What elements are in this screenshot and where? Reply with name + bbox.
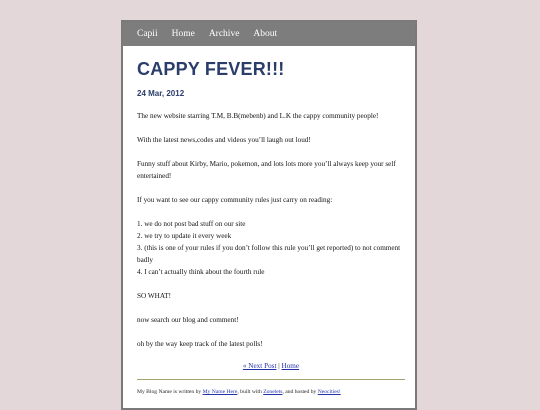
zonelets-link[interactable]: Zonelets [263, 389, 283, 395]
footer-prefix-text: My Blog Name is written by [137, 389, 202, 395]
rule-item: 4. I can’t actually think about the fourth rule [137, 268, 265, 276]
page-frame [121, 20, 417, 410]
post-content [137, 58, 405, 395]
post-date: 24 Mar, 2012 [137, 89, 185, 98]
post-paragraph: Funny stuff about Kirby, Mario, pokemon, and lots lots more you’ll always keep your self entertained! [137, 160, 396, 180]
nav-link-about[interactable]: About [253, 29, 278, 39]
neocities-link[interactable]: Neocities! [317, 389, 341, 395]
author-link[interactable]: My Name Here [202, 389, 238, 395]
top-navbar [123, 22, 415, 46]
post-paragraph: If you want to see our cappy community rules just carry on reading: [137, 196, 333, 204]
home-link[interactable]: Home [281, 362, 300, 370]
rule-item: 2. we try to update it every week [137, 232, 232, 240]
post-paragraph: SO WHAT! [137, 292, 172, 300]
post-paragraph: The new website starring T.M, B.B(mebenb) and L.K the cappy community people! [137, 112, 379, 120]
footer-middle-text: , built with [237, 389, 262, 395]
footer [137, 389, 405, 395]
post-paragraph: With the latest news,codes and videos you’ll laugh out loud! [137, 136, 311, 144]
post-paragraph: oh by the way keep track of the latest polls! [137, 340, 263, 348]
rule-item: 1. we do not post bad stuff on our site [137, 220, 246, 228]
rules-list [137, 218, 405, 278]
post-paragraph: now search our blog and comment! [137, 316, 239, 324]
footer-suffix-text: , and hosted by [282, 389, 317, 395]
nav-link-capii[interactable]: Capii [137, 29, 158, 39]
nav-link-archive[interactable]: Archive [208, 29, 240, 39]
next-post-link[interactable]: « Next Post [242, 362, 277, 370]
post-navigation [137, 362, 405, 370]
rule-item: 3. (this is one of your rules if you don’t follow this rule you’ll get reported) to not comment badly [137, 244, 401, 264]
nav-link-home[interactable]: Home [171, 29, 195, 39]
post-title: CAPPY FEVER!!! [137, 59, 285, 79]
footer-divider [137, 379, 405, 380]
post-body [137, 110, 405, 350]
post-nav-separator: | [278, 362, 280, 370]
